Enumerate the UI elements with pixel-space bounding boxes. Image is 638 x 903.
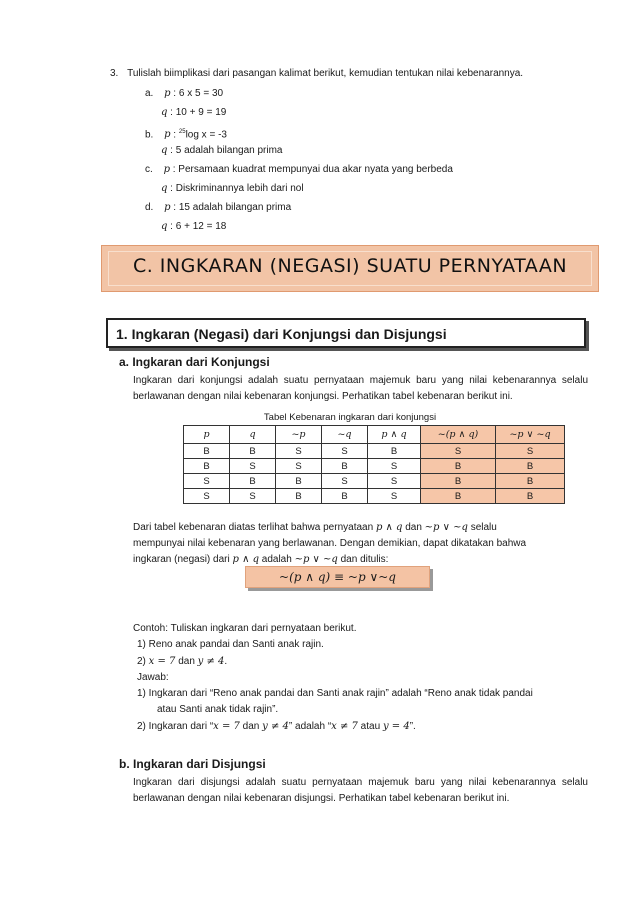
math-expr: p ∧ q — [375, 522, 403, 533]
item-c-p — [145, 164, 453, 176]
truth-table — [183, 425, 565, 504]
math-expr: y ≠ 4 — [262, 721, 289, 732]
formula-box: ~(p ∧ q) ≡ ~p ∨~q — [245, 566, 430, 588]
table-cell: S — [322, 474, 368, 489]
item-c-q — [161, 183, 304, 195]
var-q: q — [161, 145, 168, 156]
table-row — [184, 489, 565, 504]
example-title: Contoh: Tuliskan ingkaran dari pernyataan berikut. — [133, 623, 357, 634]
statement-text: : Persamaan kuadrat mempunyai dua akar nyata yang berbeda — [169, 164, 453, 175]
item-b-q — [161, 145, 282, 157]
math-expr: x = 7 — [148, 656, 176, 667]
answer-2 — [137, 721, 416, 733]
question-text: Tulislah biimplikasi dari pasangan kalimat berikut, kemudian tentukan nilai kebenarannya. — [127, 68, 524, 79]
table-cell: S — [496, 444, 565, 459]
item-a-p — [145, 88, 223, 100]
text: ” adalah “ — [288, 721, 332, 732]
table-cell: B — [421, 489, 496, 504]
table-cell: B — [276, 489, 322, 504]
header-p-and-q: p ∧ q — [368, 426, 421, 444]
section-1-box — [106, 318, 586, 348]
text: 2) — [137, 656, 149, 667]
var-q: q — [161, 221, 168, 232]
table-cell: S — [230, 489, 276, 504]
table-cell: S — [421, 444, 496, 459]
question-number: 3. — [110, 68, 119, 79]
table-cell: B — [184, 459, 230, 474]
math-expr: ~p ∨ ~q — [424, 522, 468, 533]
item-letter: a. — [145, 88, 154, 99]
item-d-p — [145, 202, 291, 214]
explanation-line-3 — [133, 554, 388, 566]
text: . — [224, 656, 228, 667]
table-cell: B — [322, 489, 368, 504]
table-cell: S — [184, 489, 230, 504]
text: dan ditulis: — [337, 554, 389, 565]
table-cell: S — [276, 444, 322, 459]
table-row — [184, 444, 565, 459]
text: ingkaran (negasi) dari — [133, 554, 233, 565]
table-header-row — [184, 426, 565, 444]
header-q: q — [230, 426, 276, 444]
math-expr: p ∧ q — [232, 554, 259, 565]
table-cell: S — [368, 474, 421, 489]
item-b-p — [145, 126, 227, 141]
table-cell: B — [421, 474, 496, 489]
table-cell: S — [230, 459, 276, 474]
explanation-line-2: mempunyai nilai kebenaran yang berlawanan. Dengan demikian, dapat dikatakan bahwa — [133, 538, 527, 549]
table-cell: S — [322, 444, 368, 459]
answer-label: Jawab: — [137, 672, 169, 683]
table-cell: B — [496, 459, 565, 474]
item-d-q — [161, 221, 226, 233]
header-not-q: ~q — [322, 426, 368, 444]
statement-text: : 6 + 12 = 18 — [167, 221, 227, 232]
table-cell: B — [184, 444, 230, 459]
math-expr: y = 4 — [382, 721, 410, 732]
item-letter: b. — [145, 129, 154, 141]
table-cell: B — [421, 459, 496, 474]
statement-text: : 10 + 9 = 19 — [167, 107, 227, 118]
var-q: q — [161, 183, 168, 194]
text: atau — [357, 721, 383, 732]
text: ”. — [409, 721, 416, 732]
math-expr: y ≠ 4 — [197, 656, 225, 667]
banner-title: C. INGKARAN (NEGASI) SUATU PERNYATAAN — [132, 255, 568, 277]
text: selalu — [467, 522, 497, 533]
statement-text: : — [170, 129, 179, 141]
header-not-p: ~p — [276, 426, 322, 444]
math-expr: x ≠ 7 — [331, 721, 358, 732]
question-3 — [110, 68, 523, 80]
table-row — [184, 474, 565, 489]
item-letter: d. — [145, 202, 154, 213]
text: Dari tabel kebenaran diatas terlihat bahwa pernyataan — [133, 522, 376, 533]
statement-text: : 6 x 5 = 30 — [170, 88, 224, 99]
table-cell: B — [276, 474, 322, 489]
table-cell: S — [276, 459, 322, 474]
log-base: 25 — [178, 129, 186, 135]
text: dan — [402, 522, 425, 533]
paragraph-a: Ingkaran dari konjungsi adalah suatu pernyataan majemuk baru yang nilai kebenarannya selalu berlawanan dengan nilai kebenaran konjungsi. Perhatikan tabel kebenaran berikut ini. — [133, 375, 588, 402]
var-p: p — [164, 202, 171, 213]
section-banner — [101, 245, 599, 292]
subheading-a: a. Ingkaran dari Konjungsi — [119, 355, 270, 369]
statement-text: : Diskriminannya lebih dari nol — [167, 183, 304, 194]
text: dan — [239, 721, 263, 732]
section-1-title: 1. Ingkaran (Negasi) dari Konjungsi dan Disjungsi — [116, 326, 447, 342]
paragraph-b: Ingkaran dari disjungsi adalah suatu pernyataan majemuk baru yang nilai kebenarannya selalu berlawanan dengan nilai kebenaran disjungsi. Perhatikan tabel kebenaran berikut ini. — [133, 777, 588, 804]
table-caption: Tabel Kebenaran ingkaran dari konjungsi — [263, 412, 437, 423]
header-not-p-and-q: ~(p ∧ q) — [421, 426, 496, 444]
table-cell: B — [496, 474, 565, 489]
header-not-p-or-not-q: ~p ∨ ~q — [496, 426, 565, 444]
example-2 — [137, 656, 227, 668]
answer-1-line-2: atau Santi anak tidak rajin”. — [157, 704, 279, 715]
table-cell: S — [368, 489, 421, 504]
explanation-line-1 — [133, 522, 497, 534]
answer-1-line-1: 1) Ingkaran dari “Reno anak pandai dan Santi anak rajin” adalah “Reno anak tidak pandai — [137, 688, 533, 699]
var-q: q — [161, 107, 168, 118]
table-cell: B — [368, 444, 421, 459]
var-p: p — [163, 164, 170, 175]
var-p: p — [164, 88, 171, 99]
subheading-b: b. Ingkaran dari Disjungsi — [119, 757, 266, 771]
table-row — [184, 459, 565, 474]
table-cell: S — [368, 459, 421, 474]
statement-text: log x = -3 — [185, 129, 227, 141]
table-cell: B — [230, 474, 276, 489]
text: 2) Ingkaran dari “ — [137, 721, 214, 732]
table-cell: B — [322, 459, 368, 474]
item-a-q — [161, 107, 226, 119]
item-letter: c. — [145, 164, 153, 175]
statement-text: : 15 adalah bilangan prima — [170, 202, 292, 213]
table-cell: S — [184, 474, 230, 489]
text: dan — [175, 656, 198, 667]
var-p: p — [164, 129, 171, 141]
text: adalah — [258, 554, 295, 565]
header-p: p — [184, 426, 230, 444]
table-cell: B — [496, 489, 565, 504]
math-expr: x = 7 — [213, 721, 240, 732]
statement-text: : 5 adalah bilangan prima — [167, 145, 283, 156]
table-cell: B — [230, 444, 276, 459]
example-1: 1) Reno anak pandai dan Santi anak rajin. — [137, 639, 324, 650]
math-expr: ~p ∨ ~q — [294, 554, 338, 565]
